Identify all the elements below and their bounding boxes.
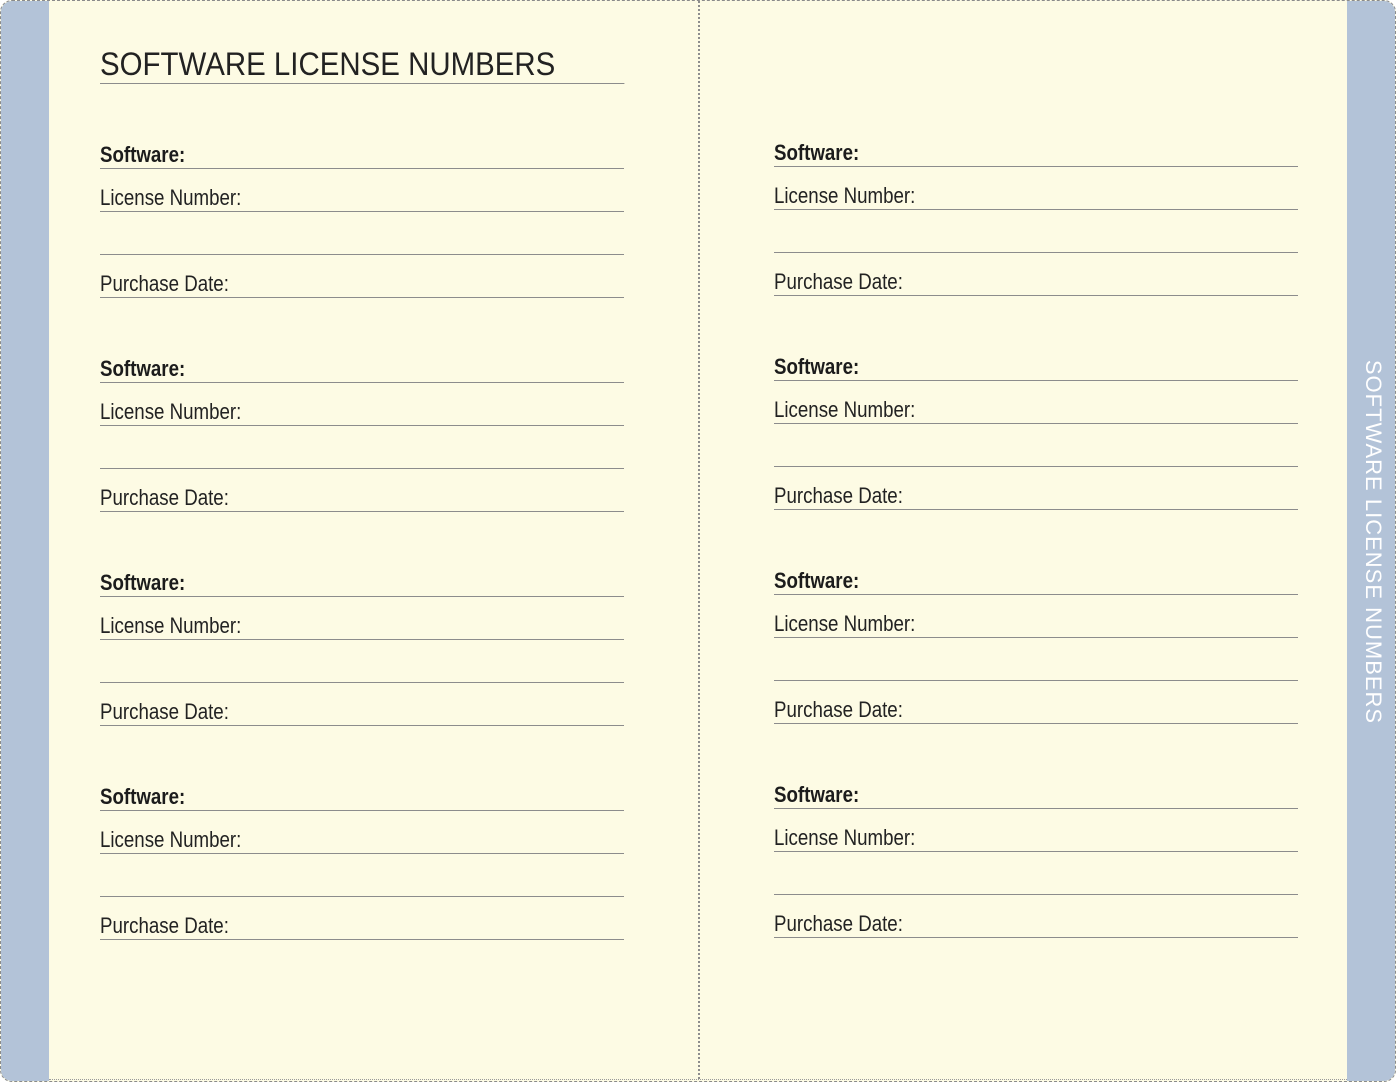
left-page-edge bbox=[1, 1, 49, 1082]
software-field[interactable] bbox=[774, 569, 1298, 595]
purchase-date-label: Purchase Date: bbox=[774, 269, 903, 294]
license-number-continuation-line[interactable] bbox=[100, 229, 624, 255]
software-field[interactable] bbox=[774, 355, 1298, 381]
purchase-date-label: Purchase Date: bbox=[100, 271, 229, 296]
side-tab-label: SOFTWARE LICENSE NUMBERS bbox=[1361, 359, 1386, 725]
purchase-date-field[interactable] bbox=[774, 484, 1298, 510]
license-number-label: License Number: bbox=[774, 183, 916, 208]
software-field[interactable] bbox=[100, 143, 624, 169]
purchase-date-label: Purchase Date: bbox=[100, 913, 229, 938]
license-number-continuation-line[interactable] bbox=[100, 871, 624, 897]
purchase-date-field[interactable] bbox=[774, 270, 1298, 296]
license-number-label: License Number: bbox=[774, 825, 916, 850]
page-title: SOFTWARE LICENSE NUMBERS bbox=[100, 45, 624, 84]
license-number-continuation-line[interactable] bbox=[774, 655, 1298, 681]
purchase-date-label: Purchase Date: bbox=[774, 483, 903, 508]
license-number-continuation-line[interactable] bbox=[100, 657, 624, 683]
software-field[interactable] bbox=[100, 571, 624, 597]
purchase-date-label: Purchase Date: bbox=[774, 697, 903, 722]
software-field[interactable] bbox=[774, 141, 1298, 167]
license-number-field[interactable] bbox=[774, 826, 1298, 852]
software-label: Software: bbox=[100, 142, 186, 167]
software-label: Software: bbox=[100, 784, 186, 809]
purchase-date-label: Purchase Date: bbox=[774, 911, 903, 936]
license-number-continuation-line[interactable] bbox=[774, 227, 1298, 253]
license-number-field[interactable] bbox=[774, 398, 1298, 424]
purchase-date-field[interactable] bbox=[100, 272, 624, 298]
purchase-date-field[interactable] bbox=[100, 486, 624, 512]
license-number-label: License Number: bbox=[100, 827, 242, 852]
license-number-field[interactable] bbox=[774, 184, 1298, 210]
license-number-label: License Number: bbox=[100, 185, 242, 210]
license-number-label: License Number: bbox=[100, 613, 242, 638]
software-label: Software: bbox=[100, 570, 186, 595]
bottom-trim-line bbox=[49, 1079, 1347, 1080]
software-label: Software: bbox=[100, 356, 186, 381]
license-number-label: License Number: bbox=[774, 611, 916, 636]
purchase-date-field[interactable] bbox=[774, 912, 1298, 938]
purchase-date-label: Purchase Date: bbox=[100, 699, 229, 724]
purchase-date-field[interactable] bbox=[774, 698, 1298, 724]
license-number-label: License Number: bbox=[100, 399, 242, 424]
license-number-field[interactable] bbox=[100, 614, 624, 640]
purchase-date-label: Purchase Date: bbox=[100, 485, 229, 510]
purchase-date-field[interactable] bbox=[100, 914, 624, 940]
software-label: Software: bbox=[774, 140, 860, 165]
software-field[interactable] bbox=[774, 783, 1298, 809]
software-field[interactable] bbox=[100, 357, 624, 383]
license-number-continuation-line[interactable] bbox=[100, 443, 624, 469]
license-number-field[interactable] bbox=[100, 400, 624, 426]
license-number-continuation-line[interactable] bbox=[774, 869, 1298, 895]
page-gutter bbox=[698, 1, 700, 1082]
software-field[interactable] bbox=[100, 785, 624, 811]
license-number-label: License Number: bbox=[774, 397, 916, 422]
license-number-field[interactable] bbox=[100, 186, 624, 212]
license-number-field[interactable] bbox=[774, 612, 1298, 638]
software-label: Software: bbox=[774, 568, 860, 593]
license-number-continuation-line[interactable] bbox=[774, 441, 1298, 467]
purchase-date-field[interactable] bbox=[100, 700, 624, 726]
license-number-field[interactable] bbox=[100, 828, 624, 854]
software-label: Software: bbox=[774, 782, 860, 807]
software-label: Software: bbox=[774, 354, 860, 379]
